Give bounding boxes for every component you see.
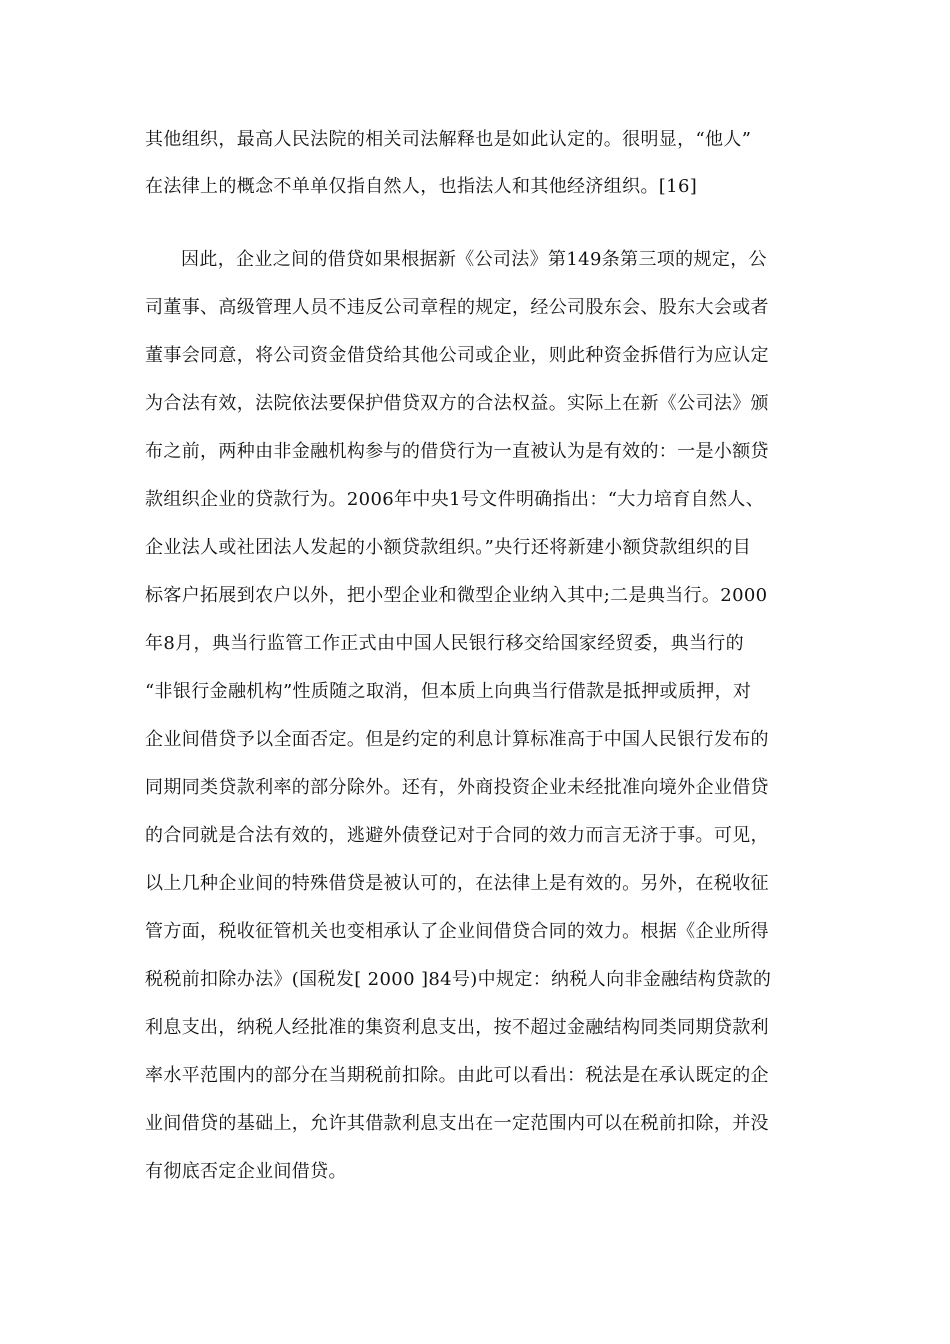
paragraph-2-line-16: 税税前扣除办法》(国税发[ 2000 ]84号)中规定：纳税人向非金融结构贷款的 — [145, 969, 772, 990]
paragraph-2-line-14: 以上几种企业间的特殊借贷是被认可的，在法律上是有效的。另外，在税收征 — [145, 873, 769, 894]
paragraph-2-line-18: 率水平范围内的部分在当期税前扣除。由此可以看出：税法是在承认既定的企 — [145, 1065, 769, 1086]
paragraph-2-line-19: 业间借贷的基础上，允许其借款利息支出在一定范围内可以在税前扣除，并没 — [145, 1113, 769, 1134]
paragraph-2-line-8: 标客户拓展到农户以外，把小型企业和微型企业纳入其中;二是典当行。2000 — [145, 585, 768, 606]
paragraph-1-line-2: 在法律上的概念不单单仅指自然人，也指法人和其他经济组织。[16] — [145, 176, 698, 197]
paragraph-1-line-1: 其他组织，最高人民法院的相关司法解释也是如此认定的。很明显，“他人” — [145, 129, 752, 150]
paragraph-2-line-7: 企业法人或社团法人发起的小额贷款组织。”央行还将新建小额贷款组织的目 — [145, 537, 752, 558]
paragraph-2-line-2: 司董事、高级管理人员不违反公司章程的规定，经公司股东会、股东大会或者 — [145, 297, 769, 318]
paragraph-2-line-3: 董事会同意，将公司资金借贷给其他公司或企业，则此种资金拆借行为应认定 — [145, 345, 769, 366]
paragraph-2-line-1: 因此，企业之间的借贷如果根据新《公司法》第149条第三项的规定，公 — [181, 249, 767, 270]
paragraph-2-line-4: 为合法有效，法院依法要保护借贷双方的合法权益。实际上在新《公司法》颁 — [145, 393, 769, 414]
paragraph-2-line-11: 企业间借贷予以全面否定。但是约定的利息计算标准高于中国人民银行发布的 — [145, 729, 769, 750]
paragraph-2-line-17: 利息支出，纳税人经批准的集资利息支出，按不超过金融结构同类同期贷款利 — [145, 1017, 769, 1038]
paragraph-2-line-6: 款组织企业的贷款行为。2006年中央1号文件明确指出：“大力培育自然人、 — [145, 489, 765, 510]
paragraph-2-line-5: 布之前，两种由非金融机构参与的借贷行为一直被认为是有效的：一是小额贷 — [145, 441, 769, 462]
paragraph-2-line-13: 的合同就是合法有效的，逃避外债登记对于合同的效力而言无济于事。可见， — [145, 825, 769, 846]
paragraph-2-line-20: 有彻底否定企业间借贷。 — [145, 1161, 347, 1182]
paragraph-2-line-12: 同期同类贷款利率的部分除外。还有，外商投资企业未经批准向境外企业借贷 — [145, 777, 769, 798]
paragraph-2-line-15: 管方面，税收征管机关也变相承认了企业间借贷合同的效力。根据《企业所得 — [145, 921, 769, 942]
paragraph-2-line-9: 年8月，典当行监管工作正式由中国人民银行移交给国家经贸委，典当行的 — [145, 633, 744, 654]
paragraph-2-line-10: “非银行金融机构”性质随之取消，但本质上向典当行借款是抵押或质押，对 — [145, 681, 752, 702]
